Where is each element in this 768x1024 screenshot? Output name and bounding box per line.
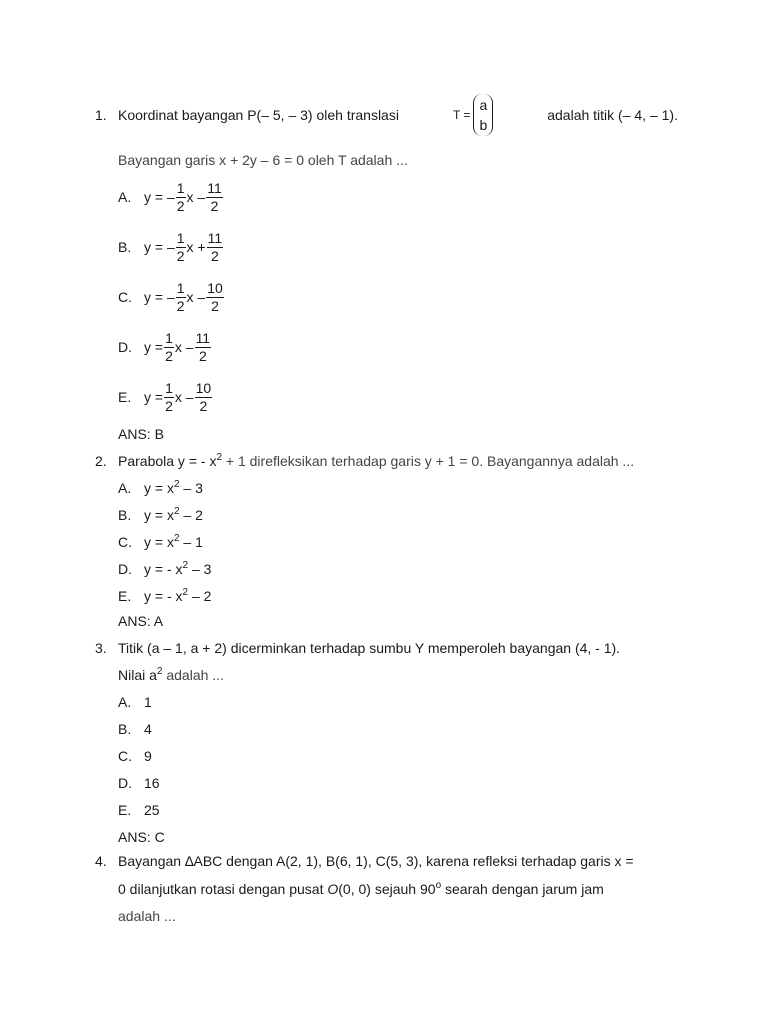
q4-line3: adalah ...	[118, 908, 176, 924]
q3-sup: 2	[156, 666, 163, 677]
option-label: A.	[118, 480, 132, 496]
numerator: 10	[195, 379, 212, 396]
option-mid: x –	[174, 389, 194, 405]
option-post: – 3	[188, 561, 212, 577]
q2-question	[118, 453, 634, 469]
q4-line2-a: 0 dilanjutkan rotasi dengan pusat	[118, 881, 328, 897]
q3-option-b	[118, 721, 152, 737]
option-label: B.	[118, 239, 132, 255]
option-mid: x –	[186, 189, 206, 205]
option-value: 25	[144, 802, 160, 818]
numerator: 1	[176, 179, 185, 196]
option-label: B.	[118, 507, 132, 523]
option-mid: x –	[186, 289, 206, 305]
option-sup: 2	[173, 479, 180, 490]
denominator: 2	[211, 247, 219, 264]
q1-option-a	[118, 176, 224, 218]
option-value: 4	[144, 721, 152, 737]
q2-sup: 2	[216, 452, 222, 463]
option-post: – 3	[179, 480, 203, 496]
option-label: E.	[118, 802, 132, 818]
option-label: C.	[118, 534, 132, 550]
denominator: 2	[176, 297, 185, 314]
q4-line1: Bayangan ∆ABC dengan A(2, 1), B(6, 1), C(5, 3), karena refleksi terhadap garis x =	[118, 853, 634, 869]
q2-option-c	[118, 534, 203, 550]
numerator: 10	[207, 279, 223, 296]
q2-number: 2.	[95, 453, 107, 469]
q1-text-before: Koordinat bayangan P(– 5, – 3) oleh translasi	[118, 107, 399, 123]
numerator: 1	[165, 329, 173, 346]
q4-line2-b: (0, 0) sejauh 90	[338, 881, 436, 897]
option-value: 1	[144, 694, 152, 710]
option-sup: 2	[182, 560, 189, 571]
option-label: D.	[118, 561, 132, 577]
q2-option-a	[118, 480, 203, 496]
option-value: 9	[144, 748, 152, 764]
fraction	[207, 230, 224, 265]
numerator: 11	[207, 229, 223, 246]
denominator: 2	[198, 347, 207, 364]
option-post: – 2	[188, 588, 212, 604]
q1-matrix	[473, 94, 493, 136]
option-pre: y = x	[144, 507, 174, 523]
fraction	[195, 380, 213, 415]
denominator: 2	[211, 297, 219, 314]
q4-number: 4.	[95, 853, 107, 869]
fraction	[164, 380, 174, 415]
q2-text-b: + 1 direfleksikan terhadap garis y + 1 = 0. Bayangannya adalah ...	[222, 453, 635, 469]
q3-option-e	[118, 802, 160, 818]
option-lhs: y =	[144, 339, 164, 355]
numerator: 1	[176, 229, 185, 246]
option-lhs: y = –	[144, 239, 175, 255]
numerator: 1	[176, 279, 185, 296]
numerator: 11	[195, 329, 211, 346]
q3-option-a	[118, 694, 152, 710]
numerator: 1	[165, 379, 173, 396]
fraction	[195, 330, 212, 365]
q3-answer: ANS: C	[118, 829, 165, 845]
option-sup: 2	[173, 533, 180, 544]
option-label: E.	[118, 588, 132, 604]
option-lhs: y =	[144, 389, 164, 405]
option-mid: x –	[174, 339, 194, 355]
option-lhs: y = –	[144, 189, 175, 205]
q1-answer: ANS: B	[118, 426, 164, 442]
q2-option-e	[118, 588, 211, 604]
q4-line2-c: searah dengan jarum jam	[441, 881, 604, 897]
q1-number: 1.	[95, 107, 107, 123]
denominator: 2	[199, 397, 208, 414]
denominator: 2	[176, 197, 185, 214]
option-pre: y = x	[144, 480, 174, 496]
option-post: – 1	[179, 534, 203, 550]
q1-option-d	[118, 326, 212, 368]
option-label: C.	[118, 748, 132, 764]
denominator: 2	[176, 247, 185, 264]
q1-text-after: adalah titik (– 4, – 1).	[547, 107, 678, 123]
option-label: B.	[118, 721, 132, 737]
fraction	[206, 180, 223, 215]
option-mid: x +	[186, 239, 206, 255]
option-pre: y = - x	[144, 561, 183, 577]
q3-number: 3.	[95, 640, 107, 656]
option-label: A.	[118, 694, 132, 710]
option-sup: 2	[173, 506, 180, 517]
q2-option-b	[118, 507, 203, 523]
q1-line1	[118, 94, 678, 136]
fraction	[176, 230, 186, 265]
numerator: 11	[207, 179, 222, 196]
fraction	[206, 280, 224, 315]
q1-t-label: T =	[452, 108, 471, 122]
option-pre: y = x	[144, 534, 174, 550]
option-label: E.	[118, 389, 132, 405]
denominator: 2	[165, 397, 173, 414]
q3-line2-b: adalah ...	[162, 667, 224, 683]
q1-option-c	[118, 276, 225, 318]
denominator: 2	[165, 347, 173, 364]
option-label: A.	[118, 189, 132, 205]
q2-option-d	[118, 561, 211, 577]
option-lhs: y = –	[144, 289, 175, 305]
q4-line2	[118, 881, 604, 897]
q3-option-c	[118, 748, 152, 764]
q2-text-a: Parabola y = - x	[118, 453, 217, 469]
q1-matrix-bottom: b	[479, 117, 488, 133]
q1-option-b	[118, 226, 224, 268]
option-label: D.	[118, 775, 132, 791]
q4-origin-o: O	[327, 881, 339, 897]
q1-option-e	[118, 376, 213, 418]
q3-option-d	[118, 775, 160, 791]
q4-degree-sup: o	[435, 880, 442, 891]
option-value: 16	[144, 775, 160, 791]
option-label: C.	[118, 289, 132, 305]
option-sup: 2	[182, 587, 189, 598]
fraction	[176, 280, 186, 315]
q3-line2	[118, 667, 224, 683]
q2-answer: ANS: A	[118, 613, 164, 629]
option-post: – 2	[179, 507, 203, 523]
option-label: D.	[118, 339, 132, 355]
q1-translation	[453, 94, 493, 136]
q1-line2: Bayangan garis x + 2y – 6 = 0 oleh T adalah ...	[118, 152, 408, 168]
q3-line2-a: Nilai a	[118, 667, 157, 683]
option-pre: y = - x	[144, 588, 183, 604]
q1-matrix-top: a	[479, 97, 488, 113]
fraction	[176, 180, 186, 215]
q3-line1: Titik (a – 1, a + 2) dicerminkan terhadap sumbu Y memperoleh bayangan (4, - 1).	[118, 640, 621, 656]
fraction	[164, 330, 174, 365]
denominator: 2	[210, 197, 219, 214]
